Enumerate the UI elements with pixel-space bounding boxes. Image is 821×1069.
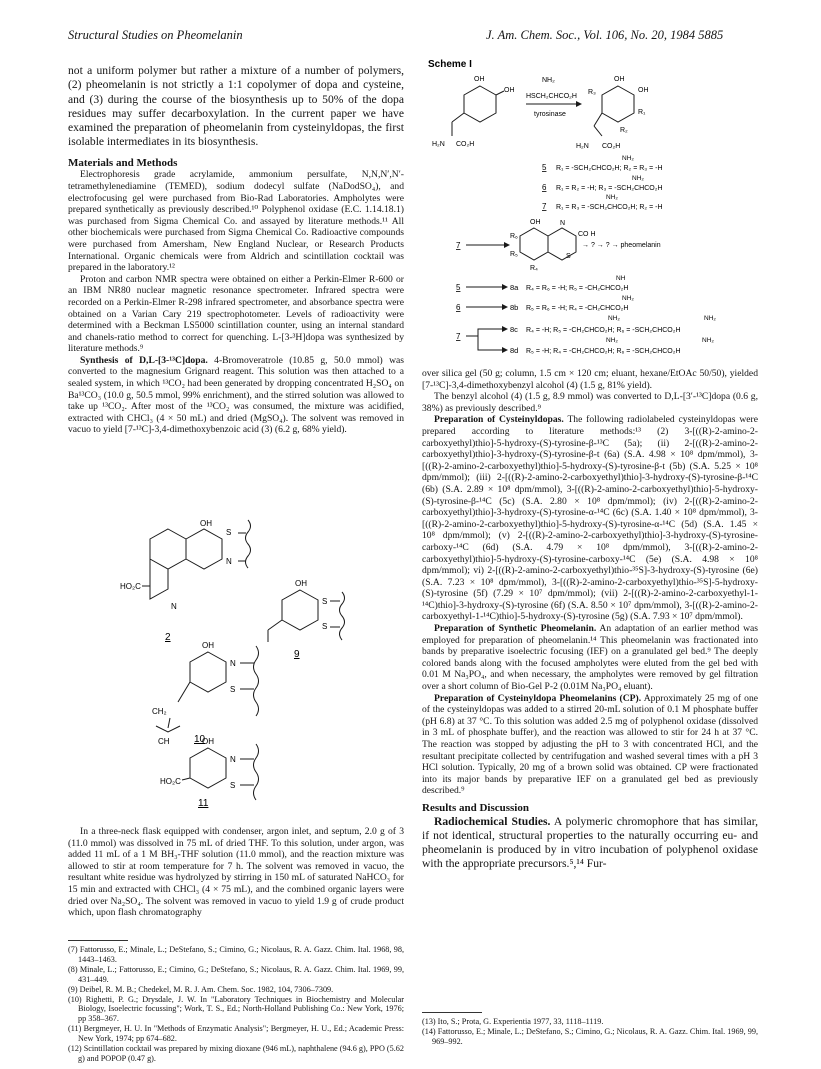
enzyme-label: tyrosinase: [534, 111, 566, 118]
left-column-text-continued: [68, 826, 404, 919]
def-6-text: R₁ = R₂ = -H; R₃ = -SCH₂CHCO₂H: [556, 185, 663, 192]
branch-5-num: 5: [456, 283, 461, 292]
reagent-cysteine: HSCH₂CHCO₂H: [526, 93, 577, 100]
structure-label-11: 11: [198, 798, 209, 809]
footnote-12: (12) Scintillation cocktail was prepared by mixing dioxane (946 mL), naphthalene (94.6 g), PPO (5.62 g) and POPOP (0.47 g).: [68, 1044, 404, 1063]
structure-10: [152, 641, 259, 746]
structure-9: [268, 579, 345, 660]
dopa-synthesis-text: 4-Bromoveratrole (10.85 g, 50.0 mmol) was converted to the magnesium Grignard reagent. This solution was then attached to a sealed system, in which ¹³CO₂ had been generated by dropping concentrated H₂SO₄ on Ba¹³CO₃ (10.0 g, 50.5 mmol, 99% enrichment), and the stirred solution was allowed to take up ¹³CO₂. After most of the ¹³CO₂ was consumed, the mixture was acidified, extracted with CHCl₃ (4 × 50 mL) and dried (MgSO₄). The solvent was removed in vacuo to yield [7-¹³C]-3,4-dimethoxybenzoic acid (3) (6.2 g, 68% yield).: [68, 354, 404, 436]
svg-text:R₆: R₆: [510, 233, 518, 240]
svg-text:H₂N: H₂N: [576, 143, 589, 150]
svg-text:NH₂: NH₂: [606, 194, 618, 201]
cysteinyldopa-heading: Preparation of Cysteinyldopas.: [434, 414, 564, 426]
svg-text:N: N: [560, 220, 566, 227]
svg-text:CH₂: CH₂: [152, 707, 167, 716]
synthetic-pheomelanin-heading: Preparation of Synthetic Pheomelanin.: [434, 623, 597, 635]
svg-text:N: N: [230, 659, 236, 668]
cp-paragraph: [422, 693, 758, 797]
branch-8b-text: R₅ = R₆ = -H; R₄ = -CH₂CHCO₂H: [526, 305, 629, 312]
scheme-1-figure: [422, 56, 762, 364]
cysteinyldopa-paragraph: [422, 414, 758, 623]
svg-text:S: S: [230, 685, 236, 694]
methods-paragraph-2: Proton and carbon NMR spectra were obtained on either a Perkin-Elmer R-600 or an IBM NR80 nuclear magnetic resonance spectrometer. Infrared spectra were recorded on a Perkin-Elmer R-298 infrared spectrometer, and absorbance spectra were obtained on a Varian Cary 219 spectrophotometer. Levels of radioactivity were determined with a Beckman LS5000 scintillation counter, using an internal standard and chanels-ratio method to correct for quenching. L-[3-³H]dopa was synthesized by literature methods.⁹: [68, 273, 404, 355]
reduction-paragraph: In a three-neck flask equipped with condenser, argon inlet, and septum, 2.0 g of 3 (11.0 mmol) was dissolved in 75 mL of dried THF. To this solution, under argon, was added 11 mL of a 1 M BH₃-THF solution (11.0 mmol), and the reaction mixture was allowed to stir at room temperature for 7 h. The solvent was removed in vacuo, the resultant white residue was hydrolyzed by stirring in 150 mL of saturated NaHCO₃ for 15 min and extracted with CHCl₃ (4 × 75 mL), and the combined organic layers were dried over Na₂SO₄. The solvent was removed in vacuo to yield 1.9 g of crude product which, upon flash chromatography: [68, 826, 404, 919]
svg-text:CH: CH: [158, 737, 170, 746]
footnote-8: (8) Minale, L.; Fattorusso, E.; Cimino, G.; DeStefano, S.; Nicolaus, R. A. Gazz. Chim. Ital. 1969, 99, 431–449.: [68, 964, 404, 984]
left-footnotes: [68, 945, 404, 1064]
cp-heading: Preparation of Cysteinyldopa Pheomelanins (CP).: [434, 692, 642, 704]
svg-text:OH: OH: [504, 87, 515, 94]
running-head-left: Structural Studies on Pheomelanin: [68, 28, 243, 42]
svg-text:OH: OH: [202, 737, 214, 746]
methods-paragraph-1: Electrophoresis grade acrylamide, ammonium persulfate, N,N,N′,N′-tetramethylenediamine (TEMED), sodium dodecyl sulfate (NaDodSO₄), and electrofocusing gel were purchased from Bio-Rad Laboratories. Ampholytes were prepared synthetically as previously described.¹⁰ Polyphenol oxidase (E.C. 1.14.18.1) was purchased from Sigma Chemical Co. and assayed by literature methods.¹¹ All other biochemicals were purchased from Sigma Chemical Co. Radioactive compounds were purchased from Amersham, New England Nuclear, or Research Products International. Organic chemicals were from Aldrich and scintillation cocktail was prepared in the laboratory.¹²: [68, 169, 404, 274]
radiochemical-heading: Radiochemical Studies.: [434, 814, 551, 828]
structure-2: [120, 519, 251, 643]
results-heading: Results and Discussion: [422, 801, 529, 814]
svg-text:N: N: [171, 602, 177, 611]
svg-text:N: N: [226, 557, 232, 566]
flash-chromatography-paragraph: over silica gel (50 g; column, 1.5 cm × 120 cm; eluant, hexane/EtOAc 50/50), yielded [7-¹³C]-3,4-dimethoxybenzyl alcohol (4) (1.5 g, 81% yield).: [422, 368, 758, 391]
svg-text:R₁: R₁: [638, 109, 646, 116]
def-7-text: R₁ = R₃ = -SCH₂CHCO₂H; R₂ = -H: [556, 204, 663, 211]
left-column-text: [68, 64, 404, 436]
branch-8b-label: 8b: [510, 303, 519, 312]
footnote-13: (13) Ito, S.; Prota, G. Experientia 1977, 33, 1118–1119.: [422, 1017, 604, 1026]
footnote-14: (14) Fattorusso, E.; Minale, L.; DeStefano, S.; Cimino, G.; Nicolaus, R. A. Gazz. Chim. Ital. 1969, 99, 969–992.: [422, 1026, 758, 1046]
structure-label-2: 2: [165, 632, 171, 643]
radiochemical-text: A polymeric chromophore that has similar, if not identical, structural properties to the naturally occurring eu- and pheomelanin is produced by in vitro incubation of polyphenol oxidase with the appropriate precursors.⁵,¹⁴ Fur-: [422, 814, 758, 871]
structures-figure: [68, 512, 404, 812]
dopa-synthesis-paragraph: [68, 355, 404, 436]
svg-text:OH: OH: [202, 641, 214, 650]
svg-text:NH₂: NH₂: [606, 337, 618, 344]
svg-text:HO₂C: HO₂C: [160, 777, 181, 786]
methods-heading: Materials and Methods: [68, 156, 178, 169]
svg-text:CO₂H: CO₂H: [602, 143, 621, 150]
svg-text:OH: OH: [474, 76, 485, 83]
def-6-num: 6: [542, 183, 547, 192]
svg-text:OH: OH: [530, 219, 541, 226]
svg-text:OH: OH: [638, 87, 649, 94]
svg-text:R₅: R₅: [510, 251, 518, 258]
svg-text:CO₂H: CO₂H: [456, 141, 475, 148]
cysteinyldopa-text: The following radiolabeled cysteinyldopas were prepared according to literature methods:¹³ (2) 3-[((R)-2-amino-2-carboxyethyl)thio]-5-hydroxy-(S)-tyrosine-β-¹³C (5a); (ii) 2-[((R)-2-amino-2-carboxyethyl)thio]-3-hydroxy-(S)-tyrosine-β-t (6a) (S.A. 4.98 × 10⁸ dpm/mmol), 3-[((R)-2-amino-2-carboxyethyl)thio]-5-hydroxy-(S)-tyrosine-β-t (5b) (S.A. 5.25 × 10⁸ dpm/mmol); (iii) 2-[((R)-2-amino-2-carboxyethyl)thio]-3-hydroxy-(S)-tyrosine-β-¹⁴C (6b) (S.A. 2.89 × 10⁸ dpm/mmol), 3-[((R)-2-amino-2-carboxyethyl)thio]-5-hydroxy-(S)-tyrosine-β-¹⁴C (5c) (S.A. 2.80 × 10⁸ dpm/mmol); (iv) 2-[((R)-2-amino-2-carboxyethyl)thio]-3-hydroxy-(S)-tyrosine-α-¹⁴C (6c) (S.A. 1.40 × 10⁸ dpm/mmol), 3-[((R)-2-amino-2-carboxyethyl)thio]-5-hydroxy-(S)-tyrosine-α-¹⁴C (5d) (S.A. 1.45 × 10⁸ dpm/mmol); (v) 2-[((R)-2-amino-2-carboxyethyl)thio]-3-hydroxy-(S)-tyrosine-carboxy-¹⁴C (6d) (S.A. 4.79 × 10⁸ dpm/mmol), 3-[((R)-2-amino-2-carboxyethyl)thio]-5-hydroxy-(S)-tyrosine-carboxy-¹⁴C (5e) (S.A. 4.98 × 10⁸ dpm/mmol); vi) 2-[((R)-2-amino-2-carboxyethyl)thio-³⁵S]-3-hydroxy-(S)-tyrosine (6e) (S.A. 7.23 × 10⁸ dpm/mmol), 3-[((R)-2-amino-2-carboxyethyl)thio-³⁵S]-5-hydroxy-(S)-tyrosine (5f) (7.29 × 10⁷ dpm/mmol); (vii) 2-[((R)-2-amino-2-carboxyethyl-1-¹⁴C)thio]-3-hydroxy-(S)-tyrosine (6f) (S.A. 8.50 × 10⁷ dpm/mmol), 3-[((R)-2-amino-2-carboxyethyl-1-¹⁴C)thio]-5-hydroxy-(S)-tyrosine (5g) (S.A. 7.93 × 10⁷ dpm/mmol).: [422, 414, 758, 623]
structure-label-10: 10: [194, 734, 206, 745]
footnote-11: (11) Bergmeyer, H. U. In "Methods of Enzymatic Analysis"; Bergmeyer, H. U., Ed.; Academic Press: New York, 1974; pp 674–682.: [68, 1024, 404, 1044]
svg-text:NH₂: NH₂: [622, 155, 634, 162]
svg-text:OH: OH: [295, 579, 307, 588]
right-footnotes: [422, 1017, 758, 1047]
structure-label-9: 9: [294, 649, 300, 660]
reagent-nh2: NH₂: [542, 77, 555, 84]
svg-text:S: S: [226, 528, 232, 537]
radiochemical-paragraph: [422, 815, 758, 872]
left-footnote-rule: [68, 940, 128, 941]
svg-text:CO H: CO H: [578, 231, 596, 238]
svg-text:NH: NH: [616, 275, 626, 282]
chain-to: → ? → ? → pheomelanin: [582, 242, 661, 249]
svg-text:OH: OH: [200, 519, 212, 528]
footnote-9: (9) Deibel, R. M. B.; Chedekel, M. R. J. Am. Chem. Soc. 1982, 104, 7306–7309.: [68, 984, 334, 994]
cp-text: Approximately 25 mg of one of the cysteinyldopas was added to a stirred 20-mL solution of 0.1 M phosphate buffer (pH 6.8) at 37 °C. To this solution was added 2.5 mg of polyphenol oxidase (dissolved in 3 mL of phosphate buffer), and the reaction was allowed to stir for 24 h at 37 °C. The reaction was stopped by adjusting the pH to 3 with concentrated HCl, and the resultant precipitate collected by centrifugation and washed several times with a pH 3 HCl solution. Typically, 20 mg of a brown solid was obtained. CP were fractionated into its major bands by preparative IEF on a granulated gel bed as previously described.⁹: [422, 692, 759, 797]
svg-text:NH₂: NH₂: [704, 315, 716, 322]
benzyl-alcohol-paragraph: The benzyl alcohol (4) (1.5 g, 8.9 mmol) was converted to D,L-[3′-¹³C]dopa (0.6 g, 38%) as previously described.⁹: [422, 391, 758, 414]
synthetic-pheomelanin-paragraph: [422, 623, 758, 693]
synthetic-pheomelanin-text: An adaptation of an earlier method was employed for preparation of pheomelanin.¹⁴ This pheomelanin was fractionated into bands by preparative isoelectric focusing (IEF) on a granulated gel bed.⁹ The deeply colored bands along with the focused ampholytes were eluted from the gel bed with 0.01 M Na₃PO₄, and when necessary, the ampholytes were removed by gel filtration over a short column of Bio-Gel P-2 (0.01M Na₃PO₄ eluant).: [422, 623, 758, 693]
svg-text:NH₂: NH₂: [622, 295, 634, 302]
def-5-text: R₁ = -SCH₂CHCO₂H; R₂ = R₃ = -H: [556, 165, 663, 172]
structure-11: [160, 737, 259, 809]
branch-8c-text: R₄ = -H; R₅ = -CH₂CHCO₂H; R₆ = -SCH₂CHCO₂H: [526, 327, 681, 334]
running-head-right: J. Am. Chem. Soc., Vol. 106, No. 20, 1984 5885: [486, 28, 724, 42]
branch-6-num: 6: [456, 303, 461, 312]
svg-text:N: N: [230, 755, 236, 764]
svg-text:S: S: [230, 781, 236, 790]
svg-text:HO₂C: HO₂C: [120, 582, 141, 591]
svg-text:NH₂: NH₂: [632, 175, 644, 182]
svg-text:S: S: [566, 253, 571, 260]
svg-text:R₄: R₄: [530, 265, 538, 272]
branch-8d-label: 8d: [510, 346, 519, 355]
svg-text:R₂: R₂: [620, 127, 628, 134]
svg-text:H₂N: H₂N: [432, 141, 445, 148]
intro-paragraph: not a uniform polymer but rather a mixture of a number of polymers, (2) pheomelanin is not strictly a 1:1 copolymer of dopa and cysteine, and (3) during the course of the biosynthesis up to 50% of the dopa residues may suffer decarboxylation. In the current paper we have examined the preparation of pheomelanin from cysteinyldopas, the first isolable intermediates in its biosynthesis.: [68, 64, 404, 149]
footnote-10: (10) Righetti, P. G.; Drysdale, J. W. In "Laboratory Techniques in Biochemistry and Molecular Biology, Isoelectric focussing"; Work, T. S., Ed.; North-Holland Publishing Co.: New York, 1976; pp 358–367.: [68, 994, 404, 1024]
svg-text:OH: OH: [614, 76, 625, 83]
svg-text:R₃: R₃: [588, 89, 596, 96]
right-footnote-rule: [422, 1012, 482, 1013]
svg-text:NH₂: NH₂: [702, 337, 714, 344]
svg-text:S: S: [322, 597, 328, 606]
branch-8d-text: R₅ = -H; R₄ = -CH₂CHCO₂H; R₆ = -SCH₂CHCO₂H: [526, 348, 681, 355]
def-7-num: 7: [542, 202, 547, 211]
branch-8a-text: R₄ = R₆ = -H; R₅ = -CH₂CHCO₂H: [526, 285, 629, 292]
footnote-7: (7) Fattorusso, E.; Minale, L.; DeStefano, S.; Cimino, G.; Nicolaus, R. A. Gazz. Chim. Ital. 1968, 98, 1443–1463.: [68, 945, 404, 964]
branch-8c-label: 8c: [510, 325, 518, 334]
branch-8a-label: 8a: [510, 283, 519, 292]
def-5-num: 5: [542, 163, 547, 172]
scheme-title: Scheme I: [428, 59, 472, 70]
dopa-synthesis-heading: Synthesis of D,L-[3-¹³C]dopa.: [80, 354, 208, 366]
svg-text:S: S: [322, 622, 328, 631]
chain-from-num: 7: [456, 241, 461, 250]
svg-text:NH₂: NH₂: [608, 315, 620, 322]
right-column-text: [422, 368, 758, 872]
branch-7-num: 7: [456, 332, 461, 341]
